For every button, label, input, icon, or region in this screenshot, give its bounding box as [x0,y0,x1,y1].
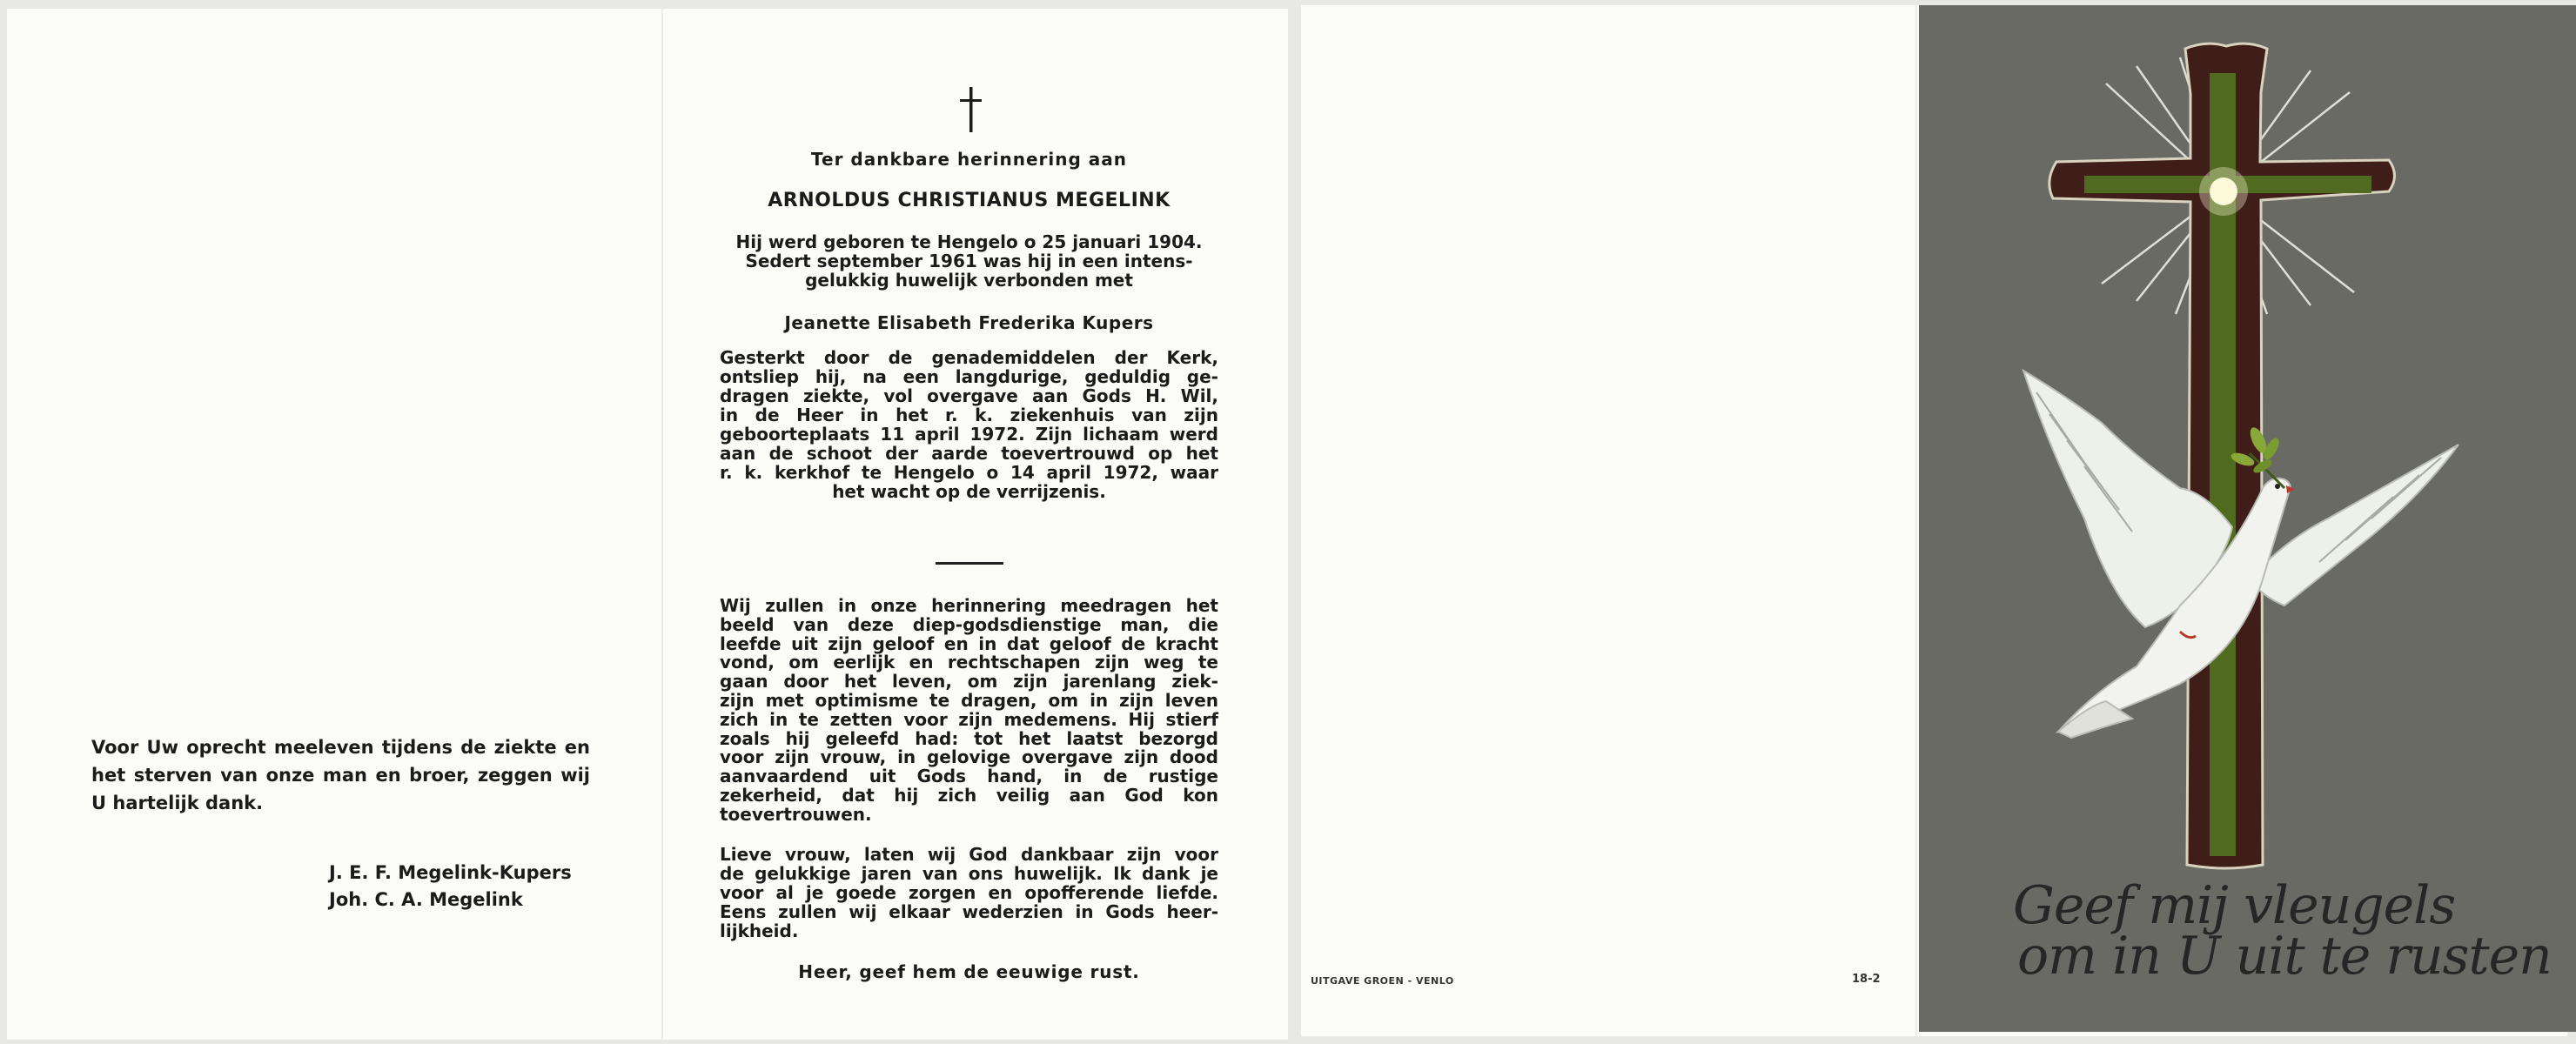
text-line: zich in te zetten voor zijn medemens. Hij stierf [720,708,1218,730]
text-line: gaan door het leven, om zijn jarenlang ziek- [720,671,1218,693]
fold-line [661,9,663,1040]
spouse-name: Jeanette Elisabeth Frederika Kupers [784,312,1154,333]
publisher-imprint: UITGAVE GROEN - VENLO [1311,975,1454,987]
text-line: Eens zullen wij elkaar wederzien in Gods heer- [720,901,1218,922]
text-line: vond, om eerlijk en rechtschapen zijn weg te [720,652,1218,673]
text-line: het wacht op de verrijzenis. [832,481,1106,502]
text-line: leefde uit zijn geloof en in dat geloof de kracht [720,632,1218,654]
text-line: Sedert september 1961 was hij in een intens- [745,251,1193,271]
death-paragraph [720,348,1218,501]
text-line: Wij zullen in onze herinnering meedragen het [720,595,1218,616]
cover-illustration [1919,5,2576,1032]
fold-line [1915,5,1917,1036]
closing-prayer: Heer, geef hem de eeuwige rust. [798,961,1140,982]
text-line: lijkheid. [720,920,799,941]
text-line: voor al je goede zorgen en opofferende liefde. [720,882,1218,903]
divider [936,562,1003,565]
signature-brother: Joh. C. A. Megelink [329,889,523,910]
text-line: voor zijn vrouw, in gelovige overgave zijn dood [720,746,1218,768]
text-line: beeld van deze diep-godsdienstige man, die [720,613,1218,635]
memorial-intro: Ter dankbare herinnering aan [811,149,1127,170]
thanks-line: U hartelijk dank. [91,793,264,813]
text-line: Hij werd geboren te Hengelo o 25 januari 1904. [735,231,1203,252]
text-line: Lieve vrouw, laten wij God dankbaar zijn voor [720,844,1218,865]
cross-icon [956,85,987,134]
thanks-line: Voor Uw oprecht meeleven tijdens de ziekte en [91,737,590,758]
thanks-line: het sterven van onze man en broer, zeggen wij [91,765,590,786]
text-line: r. k. kerkhof te Hengelo o 14 april 1972, waar [720,462,1218,483]
text-line: geboorteplaats 11 april 1972. Zijn lichaam werd [720,424,1218,445]
text-line: zijn met optimisme te dragen, om in zijn leven [720,689,1218,711]
text-line: gelukkig huwelijk verbonden met [805,270,1133,291]
thanks-note [91,733,590,817]
text-line: aanvaardend uit Gods hand, in de rustige [720,766,1218,787]
text-line: zoals hij geleefd had: tot het laatst bezorgd [720,727,1218,749]
text-line: zekerheid, dat hij zich veilig aan God kon [720,784,1218,806]
text-line: toevertrouwen. [720,803,872,825]
farewell-paragraph [720,845,1218,940]
signatures [329,860,572,914]
birth-marriage-text [720,232,1218,290]
text-line: de gelukkige jaren van ons huwelijk. Ik dank je [720,863,1218,884]
text-line: aan de schoot der aarde toevertrouwd op het [720,443,1218,464]
card-number: 18-2 [1852,973,1881,986]
motto-line: om in U uit te rusten [2017,926,2552,987]
motto-line: Geef mij vleugels [2013,875,2456,936]
text-line: in de Heer in het r. k. ziekenhuis van zijn [720,405,1218,425]
text-line: Gesterkt door de genademiddelen der Kerk, [720,347,1218,368]
signature-spouse: J. E. F. Megelink-Kupers [329,862,572,883]
text-line: dragen ziekte, vol overgave aan Gods H. Wil, [720,385,1218,406]
deceased-name: ARNOLDUS CHRISTIANUS MEGELINK [768,190,1171,211]
remembrance-paragraph [720,597,1218,825]
text-line: ontsliep hij, na een langdurige, geduldig ge- [720,366,1218,387]
